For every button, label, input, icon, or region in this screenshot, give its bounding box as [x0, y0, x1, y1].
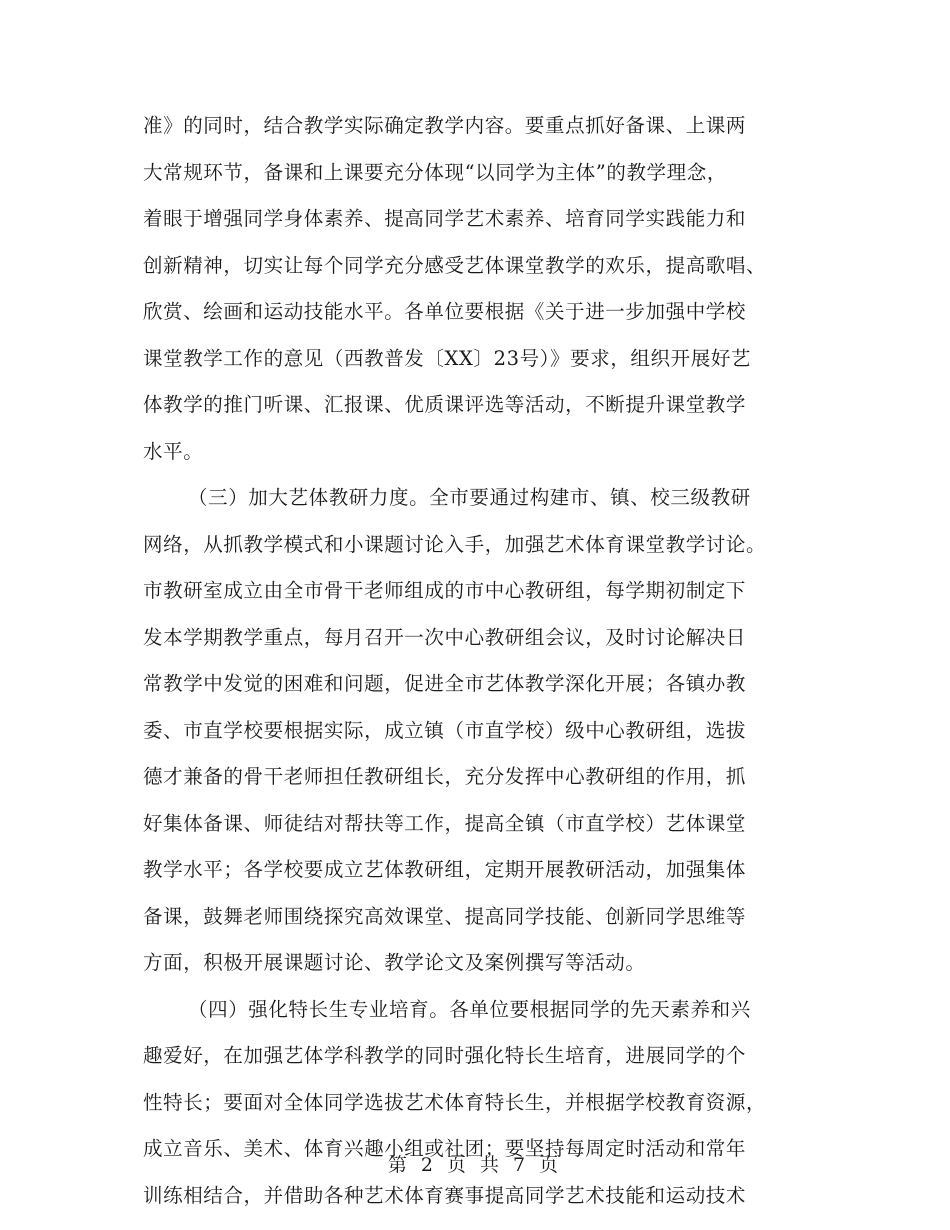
text-line: 德才兼备的骨干老师担任教研组长，充分发挥中心教研组的作用，抓	[143, 765, 747, 788]
text-line: 好集体备课、师徒结对帮扶等工作，提高全镇（市直学校）艺体课堂	[143, 811, 747, 835]
text-line: 方面，积极开展课题讨论、教学论文及案例撰写等活动。	[143, 951, 646, 974]
text-line: 性特长；要面对全体同学选拔艺术体育特长生，并根据学校教育资源，	[143, 1090, 767, 1114]
text-line: 着眼于增强同学身体素养、提高同学艺术素养、培育同学实践能力和	[143, 207, 747, 230]
text-line: 网络，从抓教学模式和小课题讨论入手，加强艺术体育课堂教学讨论。	[143, 532, 767, 556]
paragraph-heading-line: （四）强化特长生专业培育。各单位要根据同学的先天素养和兴	[188, 997, 751, 1021]
text-line: 市教研室成立由全市骨干老师组成的市中心教研组，每学期初制定下	[143, 579, 747, 602]
body-text	[143, 103, 808, 1219]
text-line: 备课，鼓舞老师围绕探究高效课堂、提高同学技能、创新同学思维等	[143, 904, 747, 928]
text-line: 准》的同时，结合教学实际确定教学内容。要重点抓好备课、上课两	[143, 114, 747, 137]
text-line: 常教学中发觉的困难和问题，促进全市艺体教学深化开展；各镇办教	[143, 672, 747, 695]
text-line: 委、市直学校要根据实际，成立镇（市直学校）级中心教研组，选拔	[143, 718, 747, 742]
text-line: 体教学的推门听课、汇报课、优质课评选等活动，不断提升课堂教学	[143, 393, 747, 416]
text-line: 发本学期教学重点，每月召开一次中心教研组会议，及时讨论解决日	[143, 625, 747, 649]
text-line: 课堂教学工作的意见（西教普发〔XX〕23号）》要求，组织开展好艺	[143, 346, 752, 370]
text-line: 水平。	[143, 439, 204, 463]
text-line: 大常规环节，备课和上课要充分体现“以同学为主体”的教学理念，	[143, 160, 727, 184]
text-line: 创新精神，切实让每个同学充分感受艺体课堂教学的欢乐，提高歌唱、	[143, 253, 767, 277]
text-line: 趣爱好，在加强艺体学科教学的同时强化特长生培育，进展同学的个	[143, 1044, 747, 1067]
text-line: 欣赏、绘画和运动技能水平。各单位要根据《关于进一步加强中学校	[143, 300, 747, 323]
text-line: 教学水平；各学校要成立艺体教研组，定期开展教研活动，加强集体	[143, 858, 747, 881]
text-line: 成立音乐、美术、体育兴趣小组或社团；要坚持每周定时活动和常年	[143, 1137, 747, 1160]
page-number-footer: 第 2 页 共 7 页	[387, 1154, 563, 1176]
paragraph-heading-line: （三）加大艺体教研力度。全市要通过构建市、镇、校三级教研	[188, 486, 751, 509]
text-line: 训练相结合，并借助各种艺术体育赛事提高同学艺术技能和运动技术	[143, 1183, 747, 1207]
